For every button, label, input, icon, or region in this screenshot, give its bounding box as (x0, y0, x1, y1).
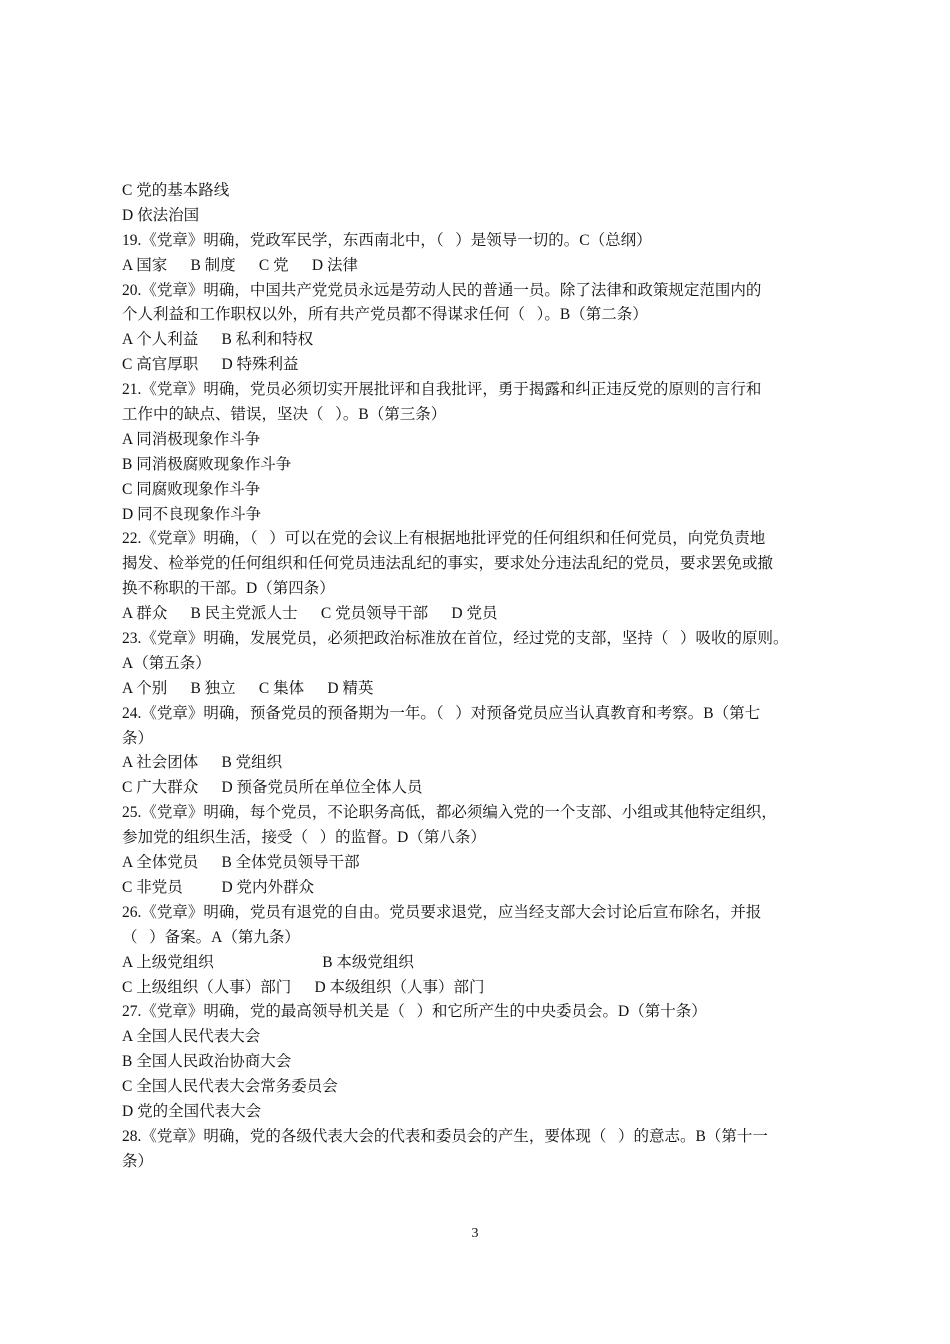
options-20: C 高官厚职 D 特殊利益 (122, 356, 299, 374)
text-line: 个人利益和工作职权以外，所有共产党员都不得谋求任何（ ）。B（第二条） (122, 306, 648, 324)
question-19: 19.《党章》明确，党政军民学，东西南北中，（ ）是领导一切的。C（总纲） (122, 231, 652, 249)
option-21-c: C 同腐败现象作斗争 (122, 480, 261, 498)
text-line: （ ）备案。A（第九条） (122, 928, 300, 946)
option-21-d: D 同不良现象作斗争 (122, 505, 262, 523)
options-22: A 群众 B 民主党派人士 C 党员领导干部 D 党员 (122, 605, 498, 623)
question-28: 28.《党章》明确，党的各级代表大会的代表和委员会的产生，要体现（ ）的意志。B（第十一 (122, 1127, 768, 1145)
text-line: D 依法治国 (122, 206, 200, 224)
option-27-a: A 全国人民代表大会 (122, 1028, 261, 1046)
options-26: C 上级组织（人事）部门 D 本级组织（人事）部门 (122, 978, 485, 996)
options-24: C 广大群众 D 预备党员所在单位全体人员 (122, 779, 423, 797)
question-22: 22.《党章》明确，（ ）可以在党的会议上有根据地批评党的任何组织和任何党员，向党负责地 (122, 530, 766, 548)
question-26: 26.《党章》明确，党员有退党的自由。党员要求退党，应当经支部大会讨论后宣布除名，并报 (122, 903, 762, 921)
options-26: A 上级党组织 B 本级党组织 (122, 953, 414, 971)
text-line: 揭发、检举党的任何组织和任何党员违法乱纪的事实，要求处分违法乱纪的党员，要求罢免或撤 (122, 555, 774, 573)
options-25: A 全体党员 B 全体党员领导干部 (122, 854, 360, 872)
question-20: 20.《党章》明确，中国共产党党员永远是劳动人民的普通一员。除了法律和政策规定范围内的 (122, 281, 762, 299)
options-23: A 个别 B 独立 C 集体 D 精英 (122, 679, 374, 697)
options-19: A 国家 B 制度 C 党 D 法律 (122, 256, 358, 274)
page-number: 3 (471, 1226, 479, 1241)
question-23: 23.《党章》明确，发展党员，必须把政治标准放在首位，经过党的支部，坚持（ ）吸收的原则。 (122, 630, 789, 648)
text-line: 条） (122, 1152, 154, 1170)
option-27-c: C 全国人民代表大会常务委员会 (122, 1078, 338, 1096)
question-24: 24.《党章》明确，预备党员的预备期为一年。（ ）对预备党员应当认真教育和考察。B（第七 (122, 704, 761, 722)
text-line: 工作中的缺点、错误，坚决（ ）。B（第三条） (122, 406, 447, 424)
text-line: 条） (122, 729, 154, 747)
text-line: 换不称职的干部。D（第四条） (122, 580, 335, 598)
question-25: 25.《党章》明确，每个党员，不论职务高低，都必须编入党的一个支部、小组或其他特定组织， (122, 804, 777, 822)
option-27-d: D 党的全国代表大会 (122, 1102, 262, 1120)
text-line: 参加党的组织生活，接受（ ）的监督。D（第八条） (122, 829, 486, 847)
question-27: 27.《党章》明确，党的最高领导机关是（ ）和它所产生的中央委员会。D（第十条） (122, 1003, 707, 1021)
text-line: A（第五条） (122, 654, 211, 672)
option-27-b: B 全国人民政治协商大会 (122, 1053, 292, 1071)
question-list (122, 179, 837, 1175)
text-line: C 党的基本路线 (122, 182, 230, 199)
options-24: A 社会团体 B 党组织 (122, 754, 283, 772)
options-20: A 个人利益 B 私利和特权 (122, 331, 314, 349)
options-25: C 非党员 D 党内外群众 (122, 878, 315, 896)
question-21: 21.《党章》明确，党员必须切实开展批评和自我批评，勇于揭露和纠正违反党的原则的言行和 (122, 381, 762, 399)
option-21-a: A 同消极现象作斗争 (122, 430, 261, 448)
option-21-b: B 同消极腐败现象作斗争 (122, 455, 292, 473)
